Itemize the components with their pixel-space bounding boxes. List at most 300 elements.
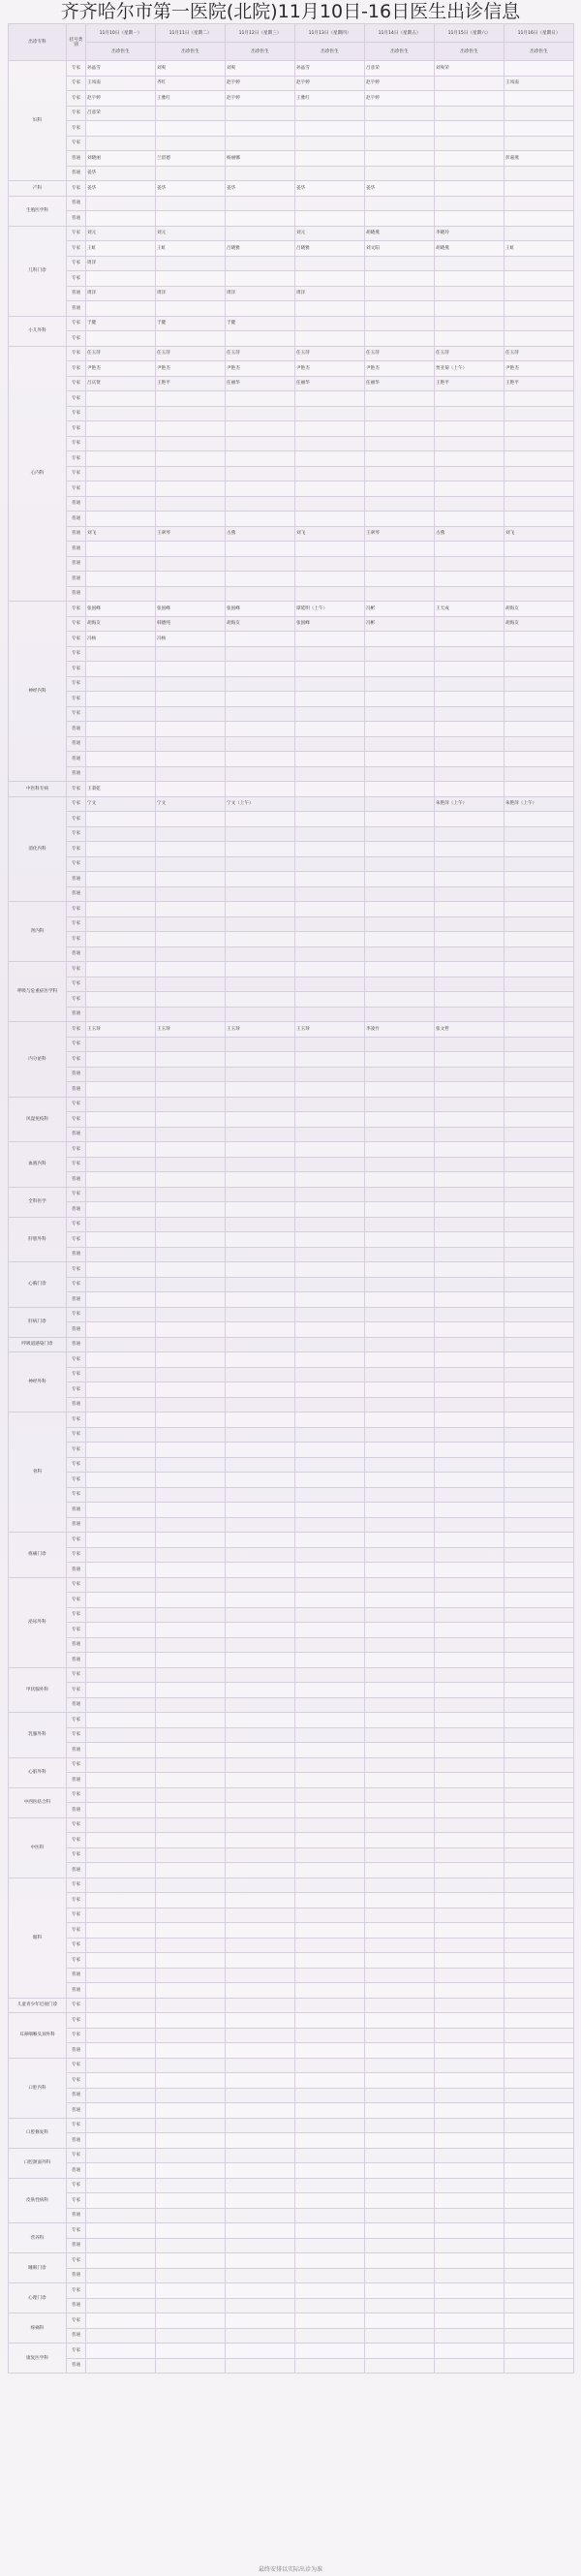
doctor-cell xyxy=(365,391,435,407)
doctor-cell xyxy=(435,1533,505,1548)
registration-type: 普通 xyxy=(67,1247,86,1262)
doctor-cell: 刘飞 xyxy=(86,526,156,542)
doctor-cell: 张国峰 xyxy=(226,602,295,617)
doctor-cell xyxy=(505,421,574,437)
doctor-cell xyxy=(295,2238,365,2253)
doctor-cell xyxy=(365,1052,435,1068)
doctor-cell xyxy=(226,1547,295,1563)
registration-type: 专家 xyxy=(67,916,86,932)
table-row xyxy=(9,1082,574,1098)
table-row xyxy=(9,1517,574,1533)
doctor-cell xyxy=(365,121,435,137)
doctor-cell xyxy=(156,2298,226,2313)
doctor-cell xyxy=(505,826,574,842)
doctor-cell xyxy=(295,1757,365,1773)
registration-type: 专家 xyxy=(67,1487,86,1503)
table-row xyxy=(9,1127,574,1142)
doctor-cell xyxy=(156,211,226,227)
column-header: 11月10日（星期一） xyxy=(86,24,156,43)
doctor-cell xyxy=(435,1653,505,1668)
doctor-cell xyxy=(505,632,574,647)
doctor-cell xyxy=(156,586,226,602)
doctor-cell xyxy=(365,766,435,782)
doctor-cell xyxy=(365,902,435,917)
table-row xyxy=(9,346,574,361)
doctor-cell xyxy=(505,1908,574,1923)
doctor-cell xyxy=(156,1352,226,1368)
doctor-cell xyxy=(505,842,574,857)
doctor-cell xyxy=(295,436,365,451)
doctor-cell xyxy=(435,136,505,151)
registration-type: 专家 xyxy=(67,1998,86,2013)
registration-type: 普通 xyxy=(67,1503,86,1518)
doctor-cell: 胡海友 xyxy=(505,602,574,617)
doctor-cell xyxy=(86,1292,156,1308)
doctor-cell xyxy=(295,1457,365,1473)
doctor-cell xyxy=(226,556,295,572)
doctor-cell xyxy=(295,1443,365,1458)
doctor-cell: 姜华 xyxy=(156,181,226,197)
doctor-cell xyxy=(365,542,435,557)
table-row xyxy=(9,766,574,782)
doctor-cell xyxy=(156,481,226,497)
doctor-cell xyxy=(295,2223,365,2239)
doctor-cell xyxy=(295,106,365,121)
doctor-cell xyxy=(505,2163,574,2179)
doctor-cell xyxy=(226,1847,295,1863)
doctor-cell xyxy=(505,1142,574,1158)
table-row xyxy=(9,1697,574,1713)
registration-type: 普通 xyxy=(67,1983,86,1999)
registration-type: 普通 xyxy=(67,1653,86,1668)
registration-type: 普通 xyxy=(67,496,86,512)
column-header: 挂号类别 xyxy=(67,24,86,61)
doctor-cell xyxy=(156,2088,226,2103)
doctor-cell xyxy=(365,2358,435,2374)
doctor-cell xyxy=(86,1968,156,1983)
doctor-cell xyxy=(505,1352,574,1368)
doctor-cell: 张国峰 xyxy=(156,602,226,617)
department-name: 肝胆外科 xyxy=(9,1217,67,1262)
doctor-cell xyxy=(435,2313,505,2329)
doctor-cell xyxy=(435,1277,505,1292)
doctor-cell xyxy=(226,1863,295,1878)
doctor-cell xyxy=(505,1968,574,1983)
doctor-cell xyxy=(365,1623,435,1638)
doctor-cell xyxy=(505,2208,574,2223)
doctor-cell xyxy=(295,1337,365,1352)
table-row xyxy=(9,1142,574,1158)
table-row xyxy=(9,856,574,872)
doctor-cell: 王玉珍 xyxy=(86,1022,156,1038)
doctor-cell xyxy=(295,271,365,287)
doctor-cell xyxy=(435,1817,505,1833)
registration-type: 普通 xyxy=(67,2103,86,2119)
doctor-cell xyxy=(86,992,156,1008)
doctor-cell xyxy=(86,301,156,317)
doctor-cell xyxy=(435,2028,505,2043)
doctor-cell xyxy=(156,1757,226,1773)
doctor-cell xyxy=(435,1863,505,1878)
doctor-cell xyxy=(505,1953,574,1969)
doctor-cell xyxy=(156,331,226,347)
registration-type: 普通 xyxy=(67,766,86,782)
doctor-cell xyxy=(505,1007,574,1022)
registration-type: 普通 xyxy=(67,1082,86,1098)
registration-type: 专家 xyxy=(67,1352,86,1368)
doctor-cell xyxy=(505,586,574,602)
department-name: 心理门诊 xyxy=(9,2283,67,2313)
registration-type: 专家 xyxy=(67,1623,86,1638)
doctor-cell xyxy=(365,1112,435,1128)
doctor-cell xyxy=(435,782,505,797)
table-row xyxy=(9,676,574,692)
doctor-cell xyxy=(226,886,295,902)
doctor-cell xyxy=(295,1127,365,1142)
department-name: 全科医学 xyxy=(9,1187,67,1217)
doctor-cell: 王雅红 xyxy=(156,91,226,107)
doctor-cell xyxy=(86,1547,156,1563)
doctor-cell xyxy=(365,1382,435,1398)
doctor-cell xyxy=(226,722,295,737)
department-name: 泌尿外科 xyxy=(9,1577,67,1667)
doctor-cell xyxy=(295,1067,365,1082)
doctor-cell xyxy=(86,872,156,887)
footer-note: 最终安排以实际出诊为准 xyxy=(258,2566,322,2573)
doctor-cell xyxy=(505,1863,574,1878)
doctor-cell xyxy=(86,692,156,707)
doctor-cell xyxy=(435,391,505,407)
doctor-cell: 周洋 xyxy=(226,286,295,301)
doctor-cell xyxy=(226,1727,295,1743)
doctor-cell xyxy=(226,1322,295,1338)
doctor-cell: 周洋 xyxy=(156,286,226,301)
doctor-cell: 王雅红 xyxy=(295,91,365,107)
table-row xyxy=(9,1893,574,1909)
table-row xyxy=(9,1938,574,1953)
doctor-cell xyxy=(226,872,295,887)
doctor-cell xyxy=(226,542,295,557)
doctor-cell xyxy=(295,1382,365,1398)
doctor-cell xyxy=(435,466,505,481)
doctor-cell xyxy=(295,1983,365,1999)
registration-type: 普通 xyxy=(67,752,86,767)
doctor-cell: 赵宇婷 xyxy=(365,76,435,91)
doctor-cell xyxy=(226,1938,295,1953)
table-row xyxy=(9,1683,574,1698)
doctor-cell xyxy=(295,1517,365,1533)
doctor-cell xyxy=(505,2133,574,2149)
doctor-cell xyxy=(156,736,226,752)
doctor-cell xyxy=(226,706,295,722)
doctor-cell xyxy=(226,1577,295,1593)
doctor-cell xyxy=(365,2253,435,2269)
doctor-cell xyxy=(295,512,365,527)
doctor-cell xyxy=(156,1533,226,1548)
doctor-cell xyxy=(435,1187,505,1202)
doctor-cell xyxy=(295,136,365,151)
doctor-cell xyxy=(226,2283,295,2299)
doctor-cell xyxy=(226,421,295,437)
table-row xyxy=(9,151,574,167)
doctor-cell xyxy=(86,1443,156,1458)
doctor-cell xyxy=(505,2118,574,2133)
registration-type: 专家 xyxy=(67,842,86,857)
doctor-cell xyxy=(365,1697,435,1713)
doctor-cell xyxy=(365,211,435,227)
doctor-cell xyxy=(226,211,295,227)
doctor-cell xyxy=(435,646,505,662)
doctor-cell: 赵宇婷 xyxy=(226,76,295,91)
doctor-cell xyxy=(86,1667,156,1683)
doctor-cell xyxy=(505,1817,574,1833)
doctor-cell: 吕庆贤 xyxy=(86,376,156,391)
doctor-cell xyxy=(86,1743,156,1758)
registration-type: 专家 xyxy=(67,1473,86,1488)
registration-type: 专家 xyxy=(67,436,86,451)
department-name: 神经内科 xyxy=(9,602,67,782)
doctor-cell xyxy=(505,992,574,1008)
doctor-cell xyxy=(435,556,505,572)
doctor-cell xyxy=(156,932,226,947)
department-name: 营养科 xyxy=(9,2223,67,2253)
doctor-cell xyxy=(156,436,226,451)
registration-type: 普通 xyxy=(67,1337,86,1352)
doctor-cell xyxy=(156,646,226,662)
department-name: 皮肤性病科 xyxy=(9,2178,67,2223)
doctor-cell xyxy=(295,316,365,331)
doctor-cell xyxy=(156,812,226,827)
doctor-cell xyxy=(156,1127,226,1142)
doctor-cell xyxy=(295,301,365,317)
table-row xyxy=(9,1022,574,1038)
doctor-cell xyxy=(295,736,365,752)
doctor-cell xyxy=(226,1563,295,1578)
doctor-cell xyxy=(365,782,435,797)
doctor-cell xyxy=(365,1757,435,1773)
registration-type: 普通 xyxy=(67,2238,86,2253)
doctor-cell xyxy=(505,1307,574,1322)
doctor-cell xyxy=(295,1803,365,1818)
doctor-cell xyxy=(365,2088,435,2103)
table-row xyxy=(9,436,574,451)
doctor-cell: 王天成 xyxy=(435,602,505,617)
doctor-cell xyxy=(505,211,574,227)
doctor-cell xyxy=(295,1292,365,1308)
registration-type: 专家 xyxy=(67,226,86,241)
doctor-cell: 王艳平 xyxy=(156,376,226,391)
doctor-cell xyxy=(295,1817,365,1833)
doctor-cell xyxy=(435,2268,505,2283)
table-row xyxy=(9,1713,574,1728)
doctor-cell xyxy=(365,1292,435,1308)
doctor-cell xyxy=(226,1232,295,1248)
doctor-cell xyxy=(226,2178,295,2193)
registration-type: 专家 xyxy=(67,1787,86,1803)
doctor-cell xyxy=(156,752,226,767)
doctor-cell xyxy=(295,1262,365,1278)
department-name: 小儿外科 xyxy=(9,316,67,346)
department-name: 血液内科 xyxy=(9,1142,67,1188)
doctor-cell xyxy=(435,406,505,421)
doctor-cell xyxy=(295,992,365,1008)
doctor-cell xyxy=(435,166,505,181)
doctor-cell xyxy=(226,1503,295,1518)
doctor-cell xyxy=(365,421,435,437)
doctor-cell: 赵宇婷 xyxy=(226,91,295,107)
doctor-cell xyxy=(86,1067,156,1082)
doctor-cell xyxy=(435,692,505,707)
doctor-cell xyxy=(226,271,295,287)
doctor-cell xyxy=(505,1217,574,1232)
table-row xyxy=(9,2178,574,2193)
department-name: 呼吸与危重症医学科 xyxy=(9,962,67,1022)
doctor-cell xyxy=(226,331,295,347)
doctor-cell xyxy=(295,1307,365,1322)
doctor-cell xyxy=(86,706,156,722)
doctor-cell xyxy=(435,1697,505,1713)
doctor-cell: 王玉珍 xyxy=(156,1022,226,1038)
doctor-cell xyxy=(86,121,156,137)
doctor-cell xyxy=(435,1983,505,1999)
doctor-cell xyxy=(435,1082,505,1098)
table-row xyxy=(9,1473,574,1488)
doctor-cell xyxy=(156,1007,226,1022)
doctor-cell xyxy=(365,2328,435,2343)
department-name: 心胸门诊 xyxy=(9,1262,67,1308)
doctor-cell xyxy=(295,196,365,211)
column-subheader: 出诊医生 xyxy=(295,43,365,61)
doctor-cell xyxy=(156,1727,226,1743)
doctor-cell xyxy=(505,196,574,211)
doctor-cell xyxy=(365,1607,435,1623)
registration-type: 专家 xyxy=(67,2148,86,2163)
doctor-cell xyxy=(365,2343,435,2359)
doctor-cell xyxy=(295,1247,365,1262)
doctor-cell: 任玉萍 xyxy=(505,346,574,361)
doctor-cell xyxy=(156,136,226,151)
table-row xyxy=(9,1007,574,1022)
table-row xyxy=(9,1637,574,1653)
doctor-cell xyxy=(435,1382,505,1398)
doctor-cell xyxy=(295,2283,365,2299)
doctor-cell xyxy=(365,2193,435,2209)
doctor-cell xyxy=(435,2118,505,2133)
doctor-cell xyxy=(505,1923,574,1939)
doctor-cell: 刘飞 xyxy=(295,526,365,542)
doctor-cell xyxy=(365,842,435,857)
doctor-cell xyxy=(435,91,505,107)
doctor-cell xyxy=(156,1217,226,1232)
table-row xyxy=(9,2283,574,2299)
registration-type: 专家 xyxy=(67,1577,86,1593)
doctor-cell xyxy=(86,1653,156,1668)
doctor-cell xyxy=(226,1082,295,1098)
doctor-cell xyxy=(86,1427,156,1443)
column-header: 出诊专科 xyxy=(9,24,67,61)
page-title: 齐齐哈尔市第一医院(北院)11月10日-16日医生出诊信息 xyxy=(60,1,521,22)
table-row xyxy=(9,106,574,121)
doctor-cell xyxy=(435,256,505,271)
doctor-cell xyxy=(156,2193,226,2209)
table-row xyxy=(9,512,574,527)
doctor-cell xyxy=(226,1623,295,1638)
doctor-cell xyxy=(435,886,505,902)
doctor-cell xyxy=(295,1727,365,1743)
doctor-cell xyxy=(156,1863,226,1878)
doctor-cell xyxy=(226,2013,295,2029)
doctor-cell xyxy=(156,1968,226,1983)
doctor-cell xyxy=(505,1322,574,1338)
registration-type: 普通 xyxy=(67,301,86,317)
doctor-cell xyxy=(156,106,226,121)
doctor-cell xyxy=(365,1322,435,1338)
doctor-cell xyxy=(505,572,574,587)
doctor-cell xyxy=(435,1938,505,1953)
doctor-cell xyxy=(226,1397,295,1412)
registration-type: 专家 xyxy=(67,391,86,407)
doctor-cell xyxy=(295,2208,365,2223)
doctor-cell xyxy=(226,1067,295,1082)
doctor-cell xyxy=(435,1773,505,1788)
doctor-cell xyxy=(86,2088,156,2103)
doctor-cell xyxy=(86,556,156,572)
registration-type: 专家 xyxy=(67,1938,86,1953)
registration-type: 专家 xyxy=(67,2253,86,2269)
registration-type: 普通 xyxy=(67,1007,86,1022)
doctor-cell xyxy=(365,512,435,527)
doctor-cell xyxy=(365,466,435,481)
doctor-cell xyxy=(505,1503,574,1518)
doctor-cell: 尹艳杰 xyxy=(156,361,226,377)
doctor-cell xyxy=(226,1427,295,1443)
doctor-cell xyxy=(435,947,505,962)
doctor-cell xyxy=(295,1607,365,1623)
doctor-cell xyxy=(435,1142,505,1158)
table-row xyxy=(9,1157,574,1172)
doctor-cell xyxy=(86,766,156,782)
doctor-cell xyxy=(435,1412,505,1428)
doctor-cell xyxy=(435,421,505,437)
doctor-cell: 刘飞 xyxy=(505,526,574,542)
doctor-cell: 张国峰 xyxy=(295,616,365,632)
doctor-cell xyxy=(86,1607,156,1623)
doctor-cell xyxy=(365,1142,435,1158)
doctor-cell xyxy=(86,1457,156,1473)
doctor-cell xyxy=(435,826,505,842)
doctor-cell xyxy=(435,1322,505,1338)
doctor-cell xyxy=(156,1803,226,1818)
doctor-cell xyxy=(226,2118,295,2133)
doctor-cell xyxy=(505,2253,574,2269)
doctor-cell xyxy=(365,1893,435,1909)
doctor-cell xyxy=(505,1577,574,1593)
registration-type: 专家 xyxy=(67,676,86,692)
doctor-cell xyxy=(226,406,295,421)
doctor-cell xyxy=(295,632,365,647)
doctor-cell xyxy=(505,886,574,902)
doctor-cell xyxy=(295,2118,365,2133)
doctor-cell xyxy=(365,1833,435,1848)
doctor-cell xyxy=(156,512,226,527)
doctor-cell xyxy=(295,856,365,872)
registration-type: 普通 xyxy=(67,1067,86,1082)
doctor-cell xyxy=(365,1968,435,1983)
doctor-cell xyxy=(86,2268,156,2283)
doctor-cell xyxy=(505,451,574,467)
doctor-cell xyxy=(226,466,295,481)
doctor-cell xyxy=(505,2088,574,2103)
